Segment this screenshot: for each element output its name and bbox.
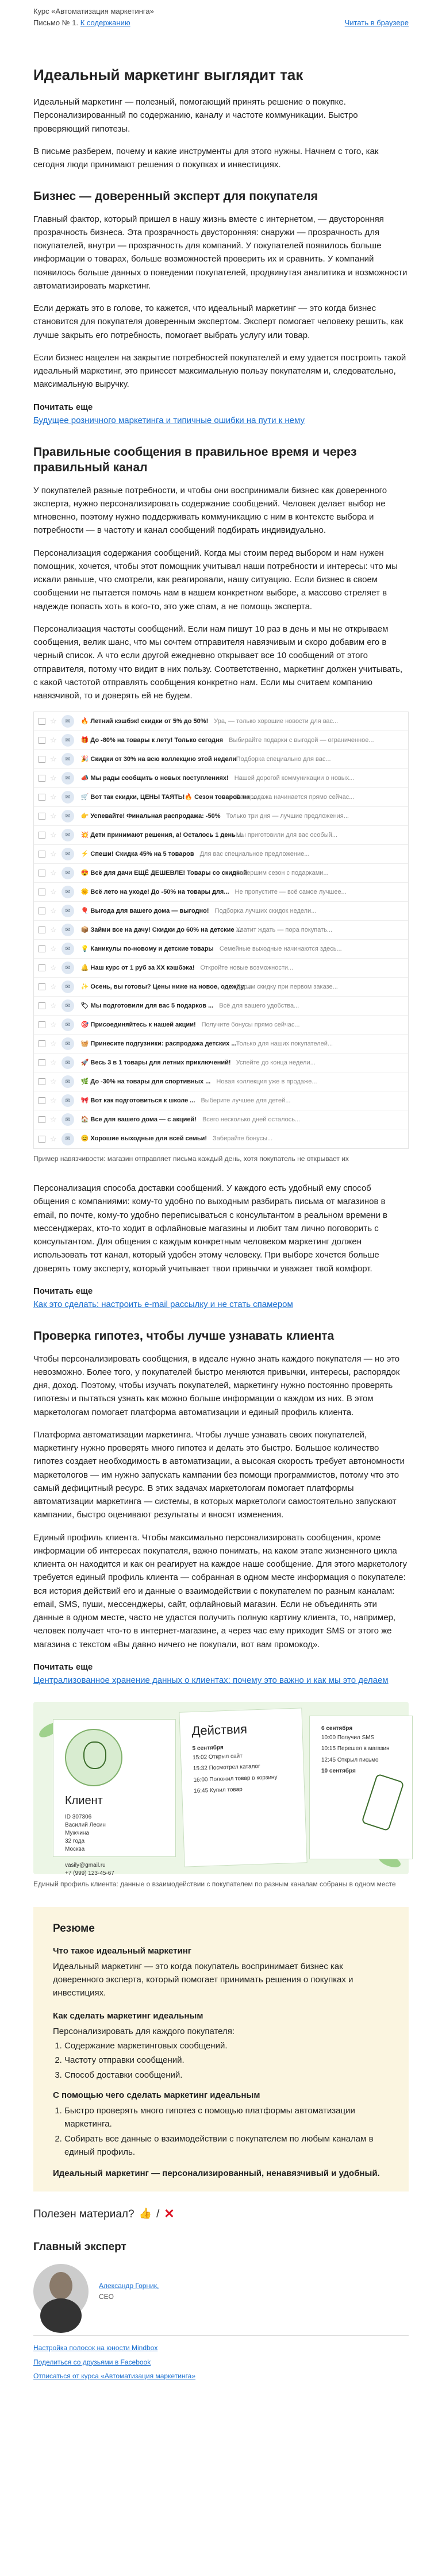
event-text: Купил товар <box>209 1786 243 1794</box>
inbox-row[interactable] <box>34 1129 408 1148</box>
checkbox[interactable] <box>39 889 45 895</box>
checkbox[interactable] <box>39 1078 45 1085</box>
summary-question: С помощью чего сделать маркетинг идеальным <box>53 2090 260 2100</box>
summary-question: Как сделать маркетинг идеальным <box>53 2010 203 2021</box>
checkbox[interactable] <box>39 832 45 839</box>
checkbox[interactable] <box>39 1040 45 1047</box>
content <box>0 66 442 2381</box>
read-more-link[interactable]: Централизованное хранение данных о клиентах: почему это важно и как мы это делаем <box>33 1675 389 1686</box>
summary-list <box>64 2039 389 2082</box>
section-heading: Проверка гипотез, чтобы лучше узнавать клиента <box>33 1329 335 1343</box>
summary-list-item: 1. Быстро проверять много гипотез с помощью платформы автоматизации маркетинга. <box>64 2104 389 2131</box>
sender-avatar-icon: ✉ <box>62 943 74 955</box>
client-detail-line: vasily@gmail.ru <box>65 1862 106 1869</box>
event-time: 16:00 <box>193 1777 208 1783</box>
event-item <box>321 1756 401 1765</box>
inbox-row[interactable] <box>34 978 408 997</box>
inbox-preview: Ура, — только хорошие новости для вас... <box>214 717 339 725</box>
sender-avatar-icon: ✉ <box>62 1056 74 1069</box>
inbox-subject: 😊 Хорошие выходные для всей семьи! <box>80 1135 207 1143</box>
checkbox[interactable] <box>39 1136 45 1143</box>
inbox-row[interactable] <box>34 750 408 769</box>
star-icon[interactable]: ☆ <box>50 1134 57 1143</box>
footer-link[interactable]: Поделиться со друзьями в Facebook <box>33 2358 151 2366</box>
checkbox[interactable] <box>39 908 45 914</box>
event-time: 12:45 <box>321 1756 336 1763</box>
section-paragraph: Персонализация частоты сообщений. Если нам пишут 10 раз в день и мы не открываем сообщения, велик шанс, что мы сочтем отправителя навязчивым и скоро добавим его в черный список. А что если другой ежедневно открывает все 10 сообщений от этого отправителя, потому что видит в них пользу. Соответственно, маркетинг должен учитывать, с какой частотой отправлять сообщения конкретно нам. Если мы считаем компанию навязчивой, то и доверять ей не будем. <box>33 624 403 701</box>
sender-avatar-icon: ✉ <box>62 1133 74 1145</box>
inbox-subject: 🔔 Наш курс от 1 руб за XX кэшбэка! <box>80 964 195 971</box>
events-list <box>310 1724 412 1776</box>
sender-avatar-icon: ✉ <box>62 867 74 879</box>
event-item <box>321 1744 401 1754</box>
inbox-subject: 🏷 Мы подготовили для вас 5 подарков ... <box>80 1002 214 1009</box>
inbox-subject: 💡 Каникулы по-новому и детские товары <box>80 945 214 952</box>
event-date: 10 сентября <box>321 1768 356 1775</box>
client-card <box>53 1719 176 1877</box>
event-text: Посмотрел каталог <box>209 1763 260 1772</box>
inbox-row[interactable] <box>34 940 408 959</box>
star-icon[interactable]: ☆ <box>50 849 57 859</box>
event-date <box>194 1783 293 1787</box>
star-icon[interactable]: ☆ <box>50 812 57 821</box>
sender-avatar-icon: ✉ <box>62 924 74 936</box>
star-icon[interactable]: ☆ <box>50 1039 57 1048</box>
checkbox[interactable] <box>39 1002 45 1009</box>
read-more-title: Почитать еще <box>33 1662 93 1672</box>
read-more-link[interactable]: Будущее розничного маркетинга и типичные ошибки на пути к нему <box>33 415 305 425</box>
thumbs-up-icon[interactable]: 👍 <box>139 2208 152 2220</box>
inbox-preview: Распродажа начинается прямо сейчас... <box>236 793 355 801</box>
checkbox[interactable] <box>39 983 45 990</box>
inbox-subject: 🔥 Летний кэшбэк! скидки от 5% до 50%! <box>80 717 209 725</box>
checkbox[interactable] <box>39 1059 45 1066</box>
section-paragraph: Платформа автоматизации маркетинга. Чтобы лучше узнавать своих покупателей, маркетингу нужно проверять много гипотез и делать это быстро. Большое количество гипотез создает необходимость в автоматизации, а высокая скорость требует автономности маркетологов — им нужно запускать кампании без помощи программистов, потому что это самый дефицитный ресурс. В этих задачах маркетологам помогает платформы автоматизации маркетинга — системы, в которых маркетологи самостоятельно запускают кампании, быстро оценивают результаты и вносят изменения. <box>33 1429 405 1520</box>
event-text: Положил товар в корзину <box>209 1774 278 1783</box>
checkbox[interactable] <box>39 851 45 858</box>
checkbox[interactable] <box>39 1097 45 1104</box>
intro-paragraph: В письме разберем, почему и какие инструменты для этого нужны. Начнем с того, как сегодня люди принимают решения о покупках и инвестициях. <box>33 146 379 170</box>
sender-avatar-icon: ✉ <box>62 734 74 747</box>
inbox-subject: 🏠 Все для вашего дома — с акцией! <box>80 1116 197 1123</box>
checkbox[interactable] <box>39 775 45 782</box>
inbox-preview: Откройте новые возможности... <box>200 964 294 971</box>
inbox-row[interactable] <box>34 997 408 1016</box>
sender-avatar-icon: ✉ <box>62 1075 74 1088</box>
read-more-block <box>33 1285 409 1312</box>
section-paragraph: У покупателей разные потребности, и чтобы они воспринимали бизнес как доверенного эксперта, нужно персонализировать содержание сообщений. Человек делает выбор не мгновенно, поэтому нужно поддерживать коммуникацию с ним в контексте выбора и потребности — в частоту и канал сообщений подбирать индивидуально. <box>33 485 387 536</box>
section-paragraph: Чтобы персонализировать сообщения, в идеале нужно знать каждого покупателя — но это невозможно. Более того, у покупателей быстро меняются привычки, интересы, распорядок дня, доход. Поэтому, чтобы изучать покупателей, маркетингу нужно постоянно проверять гипотезы и пытаться узнать как можно больше информации о каждом из них. В этом маркетологам помогает платформа автоматизации и единый профиль клиента. <box>33 1354 400 1417</box>
sender-avatar-icon: ✉ <box>62 829 74 841</box>
star-icon[interactable]: ☆ <box>50 887 57 897</box>
inbox-preview: Только три дня — лучшие предложения... <box>226 812 349 820</box>
star-icon[interactable]: ☆ <box>50 717 57 726</box>
checkbox[interactable] <box>39 756 45 763</box>
checkbox[interactable] <box>39 926 45 933</box>
toc-link[interactable]: К содержанию <box>80 18 130 28</box>
summary-box <box>33 1907 409 2191</box>
inbox-row[interactable] <box>34 959 408 978</box>
inbox-row[interactable] <box>34 921 408 940</box>
read-more-link[interactable]: Как это сделать: настроить e-mail рассылку и не стать спамером <box>33 1299 293 1310</box>
summary-answer: Идеальный маркетинг — это когда покупатель воспринимает бизнес как доверенного эксперта, который помогает принимать решения о покупках и инвестициях. <box>53 1961 353 1998</box>
inbox-row[interactable] <box>34 807 408 826</box>
inbox-row[interactable] <box>34 1016 408 1035</box>
summary-final: Идеальный маркетинг — персонализированный, ненавязчивый и удобный. <box>53 2169 380 2179</box>
section-heading: Правильные сообщения в правильное время и через правильный канал <box>33 445 357 475</box>
star-icon[interactable]: ☆ <box>50 1115 57 1124</box>
read-in-browser-link[interactable]: Читать в браузере <box>344 18 409 28</box>
star-icon[interactable]: ☆ <box>50 1001 57 1010</box>
client-card-title: Клиент <box>65 1794 103 1808</box>
inbox-preview: Всё для вашего удобства... <box>219 1002 299 1009</box>
inbox-preview: Не пропустите — всё самое лучшее... <box>235 888 347 895</box>
checkbox[interactable] <box>39 718 45 725</box>
inbox-row[interactable] <box>34 712 408 731</box>
client-profile-illustration <box>33 1702 409 1877</box>
event-time: 16:45 <box>193 1787 209 1795</box>
inbox-row[interactable] <box>34 1072 408 1091</box>
inbox-subject: ⚡ Спеши! Скидка 45% на 5 товаров <box>80 850 194 858</box>
sender-avatar-icon: ✉ <box>62 905 74 917</box>
inbox-row[interactable] <box>34 864 408 883</box>
star-icon[interactable]: ☆ <box>50 925 57 935</box>
event-time: 10:00 <box>321 1734 336 1741</box>
sender-avatar-icon: ✉ <box>62 848 74 860</box>
inbox-subject: 🌿 До -30% на товары для спортивных ... <box>80 1078 211 1085</box>
summary-list <box>64 2104 389 2159</box>
client-avatar-icon <box>65 1729 122 1786</box>
event-date: 6 сентября <box>321 1725 353 1732</box>
inbox-screenshot <box>33 712 409 1149</box>
inbox-subject: ✨ Осень, вы готовы? Цены ниже на новое, одежду, ... <box>80 983 253 990</box>
section-heading: Бизнес — доверенный эксперт для покупателя <box>33 190 318 203</box>
inbox-row[interactable] <box>34 731 408 750</box>
event-item <box>192 1741 291 1762</box>
star-icon[interactable]: ☆ <box>50 1096 57 1105</box>
actions-list <box>180 1741 304 1797</box>
client-detail-line: Василий Лесин <box>65 1822 106 1829</box>
inbox-preview: Новая коллекция уже в продаже... <box>216 1078 317 1085</box>
star-icon[interactable]: ☆ <box>50 793 57 802</box>
client-detail-line <box>65 1854 175 1862</box>
inbox-subject: 👉 Успевайте! Финальная распродажа: -50% <box>80 812 221 820</box>
checkbox[interactable] <box>39 964 45 971</box>
inbox-row[interactable] <box>34 1054 408 1072</box>
section-paragraph: Если бизнес нацелен на закрытие потребностей покупателей и ему удается построить такой идеальный маркетинг, это принесет максимальную пользу покупателям и, следовательно, максимальную выручку. <box>33 352 406 390</box>
event-text: Открыл письмо <box>337 1756 379 1763</box>
inbox-row[interactable] <box>34 1035 408 1054</box>
footer-link[interactable]: Отписаться от курса «Автоматизация маркетинга» <box>33 2372 196 2381</box>
sender-avatar-icon: ✉ <box>62 886 74 898</box>
sender-avatar-icon: ✉ <box>62 1018 74 1031</box>
footer-link[interactable]: Настройка полосок на юности Mindbox <box>33 2343 158 2352</box>
inbox-row[interactable] <box>34 1110 408 1129</box>
event-item <box>193 1773 292 1785</box>
sender-avatar-icon: ✉ <box>62 1094 74 1107</box>
inbox-preview: Хватит ждать — пора покупать... <box>236 926 333 933</box>
summary-list-item: 2. Собирать все данные о взаимодействии с покупателем по любым каналам в единый профиль. <box>64 2132 389 2159</box>
star-icon[interactable]: ☆ <box>50 963 57 972</box>
client-detail-line: 32 года <box>65 1838 85 1845</box>
inbox-row[interactable] <box>34 902 408 921</box>
inbox-preview: Забирайте бонусы... <box>213 1135 273 1143</box>
section-paragraph: Главный фактор, который пришел в нашу жизнь вместе с интернетом, — двусторонняя прозрачность бизнеса. Эта прозрачность двусторонняя: снаружи — прозрачность для покупателей, внутри — прозрачность для компаний. У покупателей появилось больше информации о товарах, больше возможностей проверить их и сравнить. У компаний появилось больше данных о поведении покупателей, продвинутая аналитика и возможности автоматизировать маркетинг. <box>33 214 408 291</box>
star-icon[interactable]: ☆ <box>50 944 57 953</box>
letter-number: Письмо № 1. К содержанию <box>33 18 130 28</box>
checkbox[interactable] <box>39 870 45 876</box>
inbox-preview: Выберите лучшее для детей... <box>201 1097 291 1104</box>
inbox-row[interactable] <box>34 1091 408 1110</box>
event-text: Открыл сайт <box>208 1752 243 1761</box>
inbox-preview: Выбирайте подарки с выгодой — ограниченное... <box>229 736 374 744</box>
inbox-subject: 😍 Всё для дачи ЕЩЁ ДЕШЕВЛЕ! Товары со скидкой <box>80 869 247 876</box>
inbox-subject: 🚀 Весь 3 в 1 товары для летних приключений! <box>80 1059 231 1066</box>
footer-links <box>33 2335 409 2382</box>
page-title: Идеальный маркетинг выглядит так <box>33 66 303 84</box>
sender-avatar-icon: ✉ <box>62 962 74 974</box>
summary-answer: Персонализировать для каждого покупателя: <box>53 2026 235 2036</box>
expert-avatar <box>33 2264 89 2319</box>
event-date: 5 сентября <box>192 1744 224 1752</box>
star-icon[interactable]: ☆ <box>50 736 57 745</box>
inbox-subject: 🎉 Скидки от 30% на всю коллекцию этой недели <box>80 755 237 763</box>
inbox-subject: 💥 Дети принимают решения, а! Осталось 1 день ... <box>80 831 243 839</box>
client-detail-line: Мужчина <box>65 1830 90 1837</box>
section-paragraph: Если держать это в голове, то кажется, что идеальный маркетинг — это когда бизнес становится для покупателя доверенным экспертом. Эксперт помогает человеку решить, как лучше закрыть его потребность, помогает выбрать услугу или товар. <box>33 303 403 340</box>
summary-list-item: 3. Способ доставки сообщений. <box>64 2069 389 2082</box>
star-icon[interactable]: ☆ <box>50 1058 57 1067</box>
section-paragraph: Персонализация содержания сообщений. Когда мы стоим перед выбором и нам нужен помощник, хочется, чтобы этот помощник учитывал наши потребности и интересы: что мы искали раньше, что смотрели, как реагировали, нашу ситуацию. Если бизнес в своем сообщении не пытается помочь нам в нашем конкретном выборе, а массово стреляет в надежде попасть хоть в кого-то, это уже спам, а не помощь эксперта. <box>33 548 398 612</box>
inbox-preview: Для вас специальное предложение... <box>199 850 310 858</box>
inbox-row[interactable] <box>34 883 408 902</box>
inbox-preview: Всего несколько дней осталось... <box>202 1116 301 1123</box>
inbox-preview: Мы приготовили для вас особый... <box>236 831 337 839</box>
event-time: 15:32 <box>193 1765 208 1773</box>
inbox-subject: 🎀 Вот как подготовиться к школе ... <box>80 1097 195 1104</box>
summary-list-item: 2. Частоту отправки сообщений. <box>64 2054 389 2067</box>
checkbox[interactable] <box>39 813 45 820</box>
read-more-block <box>33 401 409 428</box>
client-detail-line: ID 307306 <box>65 1814 92 1821</box>
read-more-title: Почитать еще <box>33 1286 93 1296</box>
client-details <box>53 1813 175 1878</box>
inbox-preview: Семейные выходные начинаются здесь... <box>219 945 342 952</box>
event-time: 10:15 <box>321 1745 336 1752</box>
sender-avatar-icon: ✉ <box>62 715 74 728</box>
inbox-subject: 📣 Мы рады сообщить о новых поступлениях! <box>80 774 229 782</box>
star-icon[interactable]: ☆ <box>50 868 57 878</box>
sender-avatar-icon: ✉ <box>62 981 74 993</box>
profile-caption: Единый профиль клиента: данные о взаимодействии с покупателем по разным каналам собраны в одном месте <box>33 1880 396 1889</box>
expert-title: Главный эксперт <box>33 2241 126 2254</box>
feedback-label: Полезен материал? <box>33 2208 134 2220</box>
inbox-subject: 📦 Займи все на дачу! Скидки до 60% на детские ... <box>80 926 241 933</box>
actions-card-title: Действия <box>191 1722 248 1739</box>
star-icon[interactable]: ☆ <box>50 906 57 916</box>
inbox-subject: 🛒 Вот так скидки, ЦЕНЫ ТАЯТЬ!🔥 Сезон товаров на ... <box>80 793 257 801</box>
event-item <box>194 1783 293 1795</box>
star-icon[interactable]: ☆ <box>50 1077 57 1086</box>
event-text: Получил SMS <box>337 1734 375 1741</box>
cross-icon[interactable]: ✕ <box>164 2206 175 2221</box>
star-icon[interactable]: ☆ <box>50 755 57 764</box>
checkbox[interactable] <box>39 794 45 801</box>
sender-avatar-icon: ✉ <box>62 753 74 766</box>
inbox-row[interactable] <box>34 826 408 845</box>
star-icon[interactable]: ☆ <box>50 831 57 840</box>
inbox-subject: 🎁 До -80% на товары к лету! Только сегодня <box>80 736 224 744</box>
inbox-preview: Дарим скидку при первом заказе... <box>236 983 338 990</box>
star-icon[interactable]: ☆ <box>50 774 57 783</box>
inbox-row[interactable] <box>34 769 408 788</box>
summary-question: Что такое идеальный маркетинг <box>53 1946 192 1956</box>
actions-card <box>179 1708 307 1867</box>
sender-avatar-icon: ✉ <box>62 772 74 785</box>
section-paragraph: Персонализация способа доставки сообщений. У каждого есть удобный ему способ общения с компаниями: кому-то удобно по выходным разбирать письма от магазинов в email, по почте, кому-то удобно переписываться с консультантом в реальном времени в мессенджерах, кто-то ходит в офлайновые магазины и любит там лично поговорить с консультантом. Для общения с каждым конкретным человеком маркетинг должен использовать тот канал, который удобен этому человеку. При выборе хочется больше доверять тому эксперту, который учитывает твои привычки и уважает твой комфорт. <box>33 1183 387 1274</box>
sender-avatar-icon: ✉ <box>62 1113 74 1126</box>
expert-info <box>99 2281 159 2302</box>
event-time: 15:02 <box>192 1754 207 1761</box>
star-icon[interactable]: ☆ <box>50 982 57 991</box>
summary-list-item: 1. Содержание маркетинговых сообщений. <box>64 2039 389 2052</box>
inbox-preview: Завершим сезон с подарками... <box>236 869 329 876</box>
checkbox[interactable] <box>39 1116 45 1123</box>
inbox-preview: Только для наших покупателей... <box>236 1040 333 1047</box>
event-item <box>321 1767 401 1776</box>
checkbox[interactable] <box>39 945 45 952</box>
intro-paragraph: Идеальный маркетинг — полезный, помогающий принять решение о покупке. Персонализированный по содержанию, каналу и частоте коммуникации. Быстро проверяющий гипотезы. <box>33 97 358 134</box>
inbox-preview: Получите бонусы прямо сейчас... <box>201 1021 300 1028</box>
sender-avatar-icon: ✉ <box>62 791 74 803</box>
inbox-subject: 🧺 Принесите подгузники: распродажа детских ... <box>80 1040 237 1047</box>
section-paragraph: Единый профиль клиента. Чтобы максимально персонализировать сообщения, кроме информации об интересах покупателя, важно понимать, на каком этапе жизненного цикла клиента он находится и как он реагирует на каждое наше сообщение. Для этого маркетологу требуется единый профиль клиента — собранная в одном месте информация о покупателе: вся история действий его и данные о взаимодействии с покупателем по разным каналам: email, SMS, пуши, мессенджеры, сайт, офлайновый магазин. Если не объединять эти данные в одном месте, часто не удастся получить полную картину клиента, то, например, человек получает что-то в интернет-магазине, а через час ему приходит SMS от этого же магазина с текстом «Вы давно ничего не покупали, вот вам промокод». <box>33 1532 408 1650</box>
course-name: Курс «Автоматизация маркетинга» <box>33 7 154 16</box>
inbox-preview: Нашей дорогой коммуникации о новых... <box>234 774 355 782</box>
client-detail-line: +7 (999) 123-45-67 <box>65 1870 114 1877</box>
feedback-row: Полезен материал? 👍 / ✕ <box>33 2204 409 2224</box>
star-icon[interactable]: ☆ <box>50 1020 57 1029</box>
event-text: Перешел в магазин <box>337 1745 390 1752</box>
inbox-row[interactable] <box>34 845 408 864</box>
inbox-preview: Подборка лучших скидок недели... <box>214 907 317 914</box>
checkbox[interactable] <box>39 1021 45 1028</box>
read-more-title: Почитать еще <box>33 402 93 412</box>
inbox-subject: 🌞 Всё лето на уходе! До -50% на товары для... <box>80 888 229 895</box>
checkbox[interactable] <box>39 737 45 744</box>
inbox-preview: Успейте до конца недели... <box>236 1059 316 1066</box>
event-item <box>321 1724 401 1742</box>
client-detail-line: Москва <box>65 1846 85 1853</box>
event-item <box>193 1761 292 1773</box>
summary-heading: Резюме <box>53 1922 95 1935</box>
sender-avatar-icon: ✉ <box>62 999 74 1012</box>
inbox-subject: 🎯 Присоединяйтесь к нашей акции! <box>80 1021 196 1028</box>
expert-name-link[interactable]: Александр Горник, <box>99 2282 159 2290</box>
sender-avatar-icon: ✉ <box>62 1037 74 1050</box>
expert-role: CEO <box>99 2292 114 2301</box>
expert-block <box>33 2264 409 2319</box>
inbox-preview: Подборка специально для вас... <box>236 755 331 763</box>
inbox-row[interactable] <box>34 788 408 807</box>
sender-avatar-icon: ✉ <box>62 810 74 822</box>
read-more-block <box>33 1660 409 1687</box>
topbar <box>0 0 442 29</box>
inbox-subject: 🎈 Выгода для вашего дома — выгодно! <box>80 907 209 914</box>
inbox-caption: Пример навязчивости: магазин отправляет письма каждый день, хотя покупатель не открывает их <box>33 1155 349 1163</box>
